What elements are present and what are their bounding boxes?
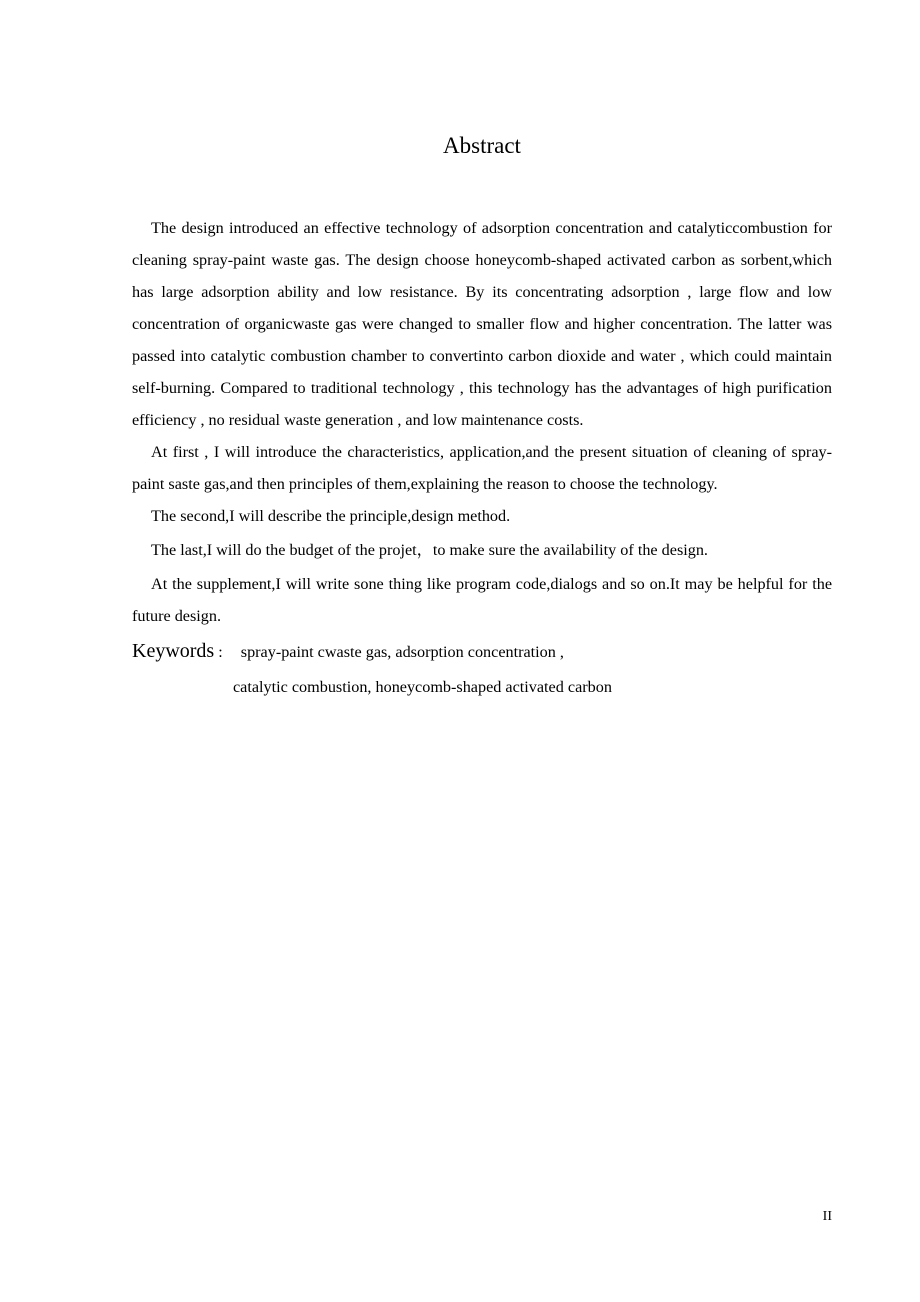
keywords-line-1 [132, 634, 832, 670]
keywords-text-1: spray-paint cwaste gas, adsorption concentration , [240, 643, 564, 661]
keywords-section [132, 634, 832, 704]
abstract-paragraph-2: At first , I will introduce the characteristics, application,and the present situation of cleaning of spray-paint saste gas,and then principles of them,explaining the reason to choose the technology. [132, 443, 832, 493]
abstract-paragraph-3: The second,I will describe the principle,design method. [151, 507, 511, 525]
keywords-label: Keywords [132, 640, 215, 662]
page-number: II [822, 1209, 832, 1224]
keywords-separator: : [218, 644, 223, 661]
abstract-paragraph-4: The last,I will do the budget of the projet，to make sure the availability of the design. [151, 541, 708, 559]
abstract-title: Abstract [443, 133, 521, 158]
keywords-line-2: catalytic combustion, honeycomb-shaped activated carbon [233, 678, 612, 696]
abstract-paragraph-1: The design introduced an effective technology of adsorption concentration and catalyticcombustion for cleaning spray-paint waste gas. The design choose honeycomb-shaped activated carbon as sorbent,which has large adsorption ability and low resistance. By its concentrating adsorption , large flow and low concentration of organicwaste gas were changed to smaller flow and higher concentration. The latter was passed into catalytic combustion chamber to convertinto carbon dioxide and water , which could maintain self-burning. Compared to traditional technology , this technology has the advantages of high purification efficiency , no residual waste generation , and low maintenance costs. [132, 219, 832, 429]
abstract-paragraph-5: At the supplement,I will write sone thing like program code,dialogs and so on.It may be helpful for the future design. [132, 575, 832, 625]
abstract-body [132, 212, 832, 704]
